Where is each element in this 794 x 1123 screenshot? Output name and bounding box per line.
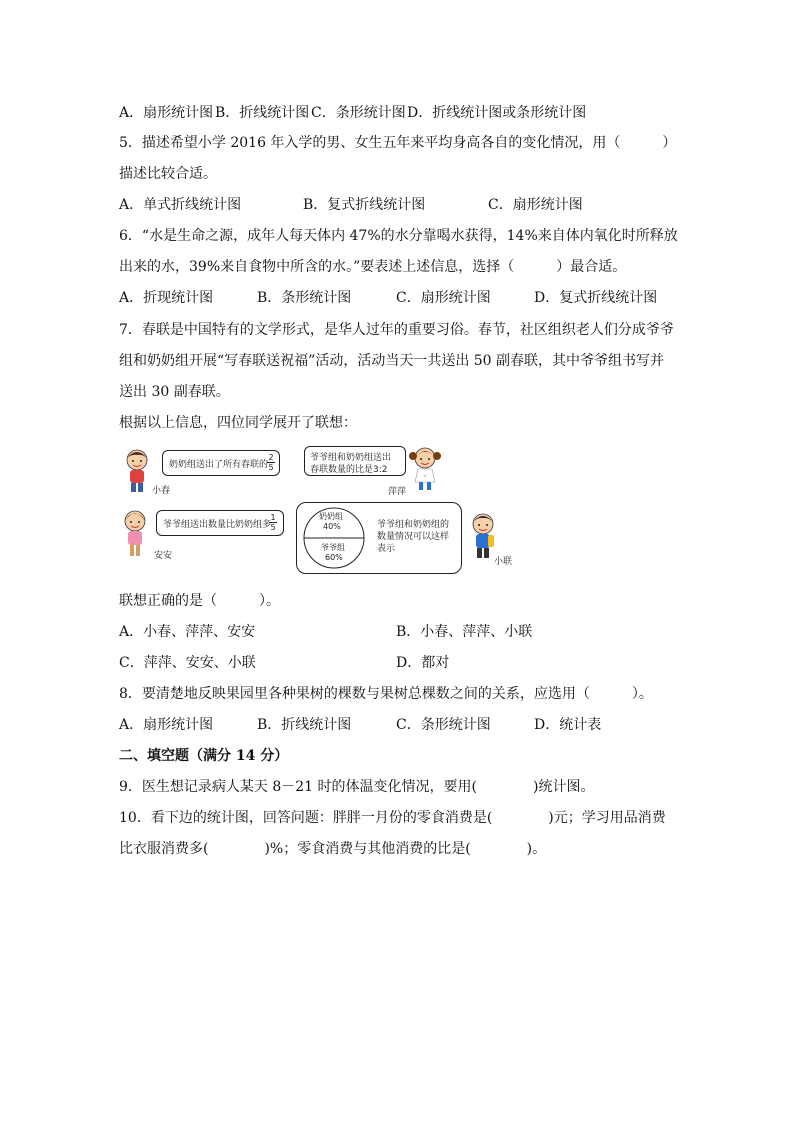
q8-option-d: D．统计表: [534, 717, 602, 733]
pie-value-nainai: 40%: [323, 522, 341, 531]
q6-option-a: A．折现统计图: [119, 290, 214, 306]
q4-option-c: C．条形统计图: [311, 105, 406, 121]
q7-figure: [118, 440, 518, 580]
q7-option-a: A．小春、萍萍、安安: [119, 624, 256, 640]
q4-option-d: D．折线统计图或条形统计图: [407, 105, 587, 121]
q5-option-b: B．复式折线统计图: [303, 197, 426, 213]
q7-stem-line2: 组和奶奶组开展“写春联送祝福”活动，活动当天一共送出 50 副春联，其中爷爷组书写并: [119, 353, 665, 369]
xiaolian-bubble-text-3: 表示: [377, 544, 396, 554]
pie-label-yeye: 爷爷组: [321, 543, 345, 552]
q8-option-b: B．折线统计图: [257, 717, 352, 733]
anan-speech-bubble: [156, 510, 284, 536]
q10-stem-line2: 比衣服消费多( )%；零食消费与其他消费的比是( )。: [119, 841, 547, 857]
q5-option-a: A．单式折线统计图: [119, 197, 242, 213]
q10-stem-line1: 10．看下边的统计图，回答问题：胖胖一月份的零食消费是( )元；学习用品消费: [119, 810, 666, 826]
pingping-bubble-text-1: 爷爷组和奶奶组送出: [310, 453, 392, 463]
q7-stem-line4: 根据以上信息，四位同学展开了联想：: [119, 415, 357, 431]
q7-option-b: B．小春、萍萍、小联: [396, 624, 533, 640]
q7-answer-prompt: 联想正确的是（ ）。: [119, 593, 280, 609]
anan-fraction: [269, 513, 277, 532]
xiaolian-bubble-text-1: 爷爷组和奶奶组的: [377, 520, 450, 530]
xiaolian-name: 小联: [494, 557, 513, 567]
pie-value-yeye: 60%: [325, 553, 343, 562]
pie-label-nainai: 奶奶组: [319, 512, 343, 521]
q8-stem: 8．要清楚地反映果园里各种果树的棵数与果树总棵数之间的关系，应选用（ ）。: [119, 686, 653, 702]
q5-stem-line1: 5．描述希望小学 2016 年入学的男、女生五年来平均身高各自的变化情况，用（ ）: [119, 135, 677, 151]
q6-option-d: D．复式折线统计图: [534, 290, 658, 306]
q8-option-c: C．条形统计图: [396, 717, 491, 733]
q6-stem-line1: 6．“水是生命之源，成年人每天体内 47%的水分靠喝水获得，14%来自体内氧化时所释放: [119, 228, 678, 244]
pingping-speech-bubble: [304, 446, 406, 476]
anan-name: 安安: [154, 551, 173, 561]
xiaochun-fraction: [267, 453, 275, 472]
q5-stem-line2: 描述比较合适。: [119, 166, 217, 182]
fraction-numerator: 1: [270, 513, 276, 522]
xiaolian-speech-bubble: [296, 502, 462, 574]
girl-character-icon: [408, 446, 442, 492]
fraction-denominator: 5: [270, 523, 276, 532]
q6-option-c: C．扇形统计图: [396, 290, 491, 306]
xiaolian-bubble-text-2: 数量情况可以这样: [377, 532, 450, 542]
q6-option-b: B．条形统计图: [257, 290, 352, 306]
q7-stem-line3: 送出 30 副春联。: [119, 384, 230, 400]
q4-option-a: A．扇形统计图: [119, 105, 214, 121]
question-9: 9．医生想记录病人某天 8－21 时的体温变化情况，要用( )统计图。: [119, 779, 595, 795]
q7-stem-line1: 7．春联是中国特有的文学形式，是华人过年的重要习俗。春节，社区组织老人们分成爷爷: [119, 322, 674, 338]
xiaochun-speech-bubble: [162, 450, 280, 476]
section-heading: 二、填空题（满分 14 分）: [119, 748, 289, 764]
q5-option-c: C．扇形统计图: [488, 197, 583, 213]
pingping-bubble-text-2: 春联数量的比是3:2: [310, 465, 388, 475]
q4-option-b: B．折线统计图: [215, 105, 310, 121]
girl-character-icon: [120, 508, 150, 558]
q7-option-c: C．萍萍、安安、小联: [119, 655, 256, 671]
boy-character-icon: [468, 512, 498, 560]
xiaochun-bubble-text: 奶奶组送出了所有春联的: [169, 460, 269, 470]
q7-option-d: D．都对: [396, 655, 450, 671]
fraction-numerator: 2: [268, 453, 274, 462]
anan-bubble-text: 爷爷组送出数量比奶奶组多: [163, 520, 272, 530]
fraction-denominator: 5: [268, 463, 274, 472]
boy-character-icon: [122, 448, 152, 494]
pingping-name: 萍萍: [388, 487, 407, 497]
q6-stem-line2: 出来的水，39%来自食物中所含的水。”要表述上述信息，选择（ ）最合适。: [119, 259, 627, 275]
q8-option-a: A．扇形统计图: [119, 717, 214, 733]
xiaochun-name: 小春: [152, 486, 171, 496]
